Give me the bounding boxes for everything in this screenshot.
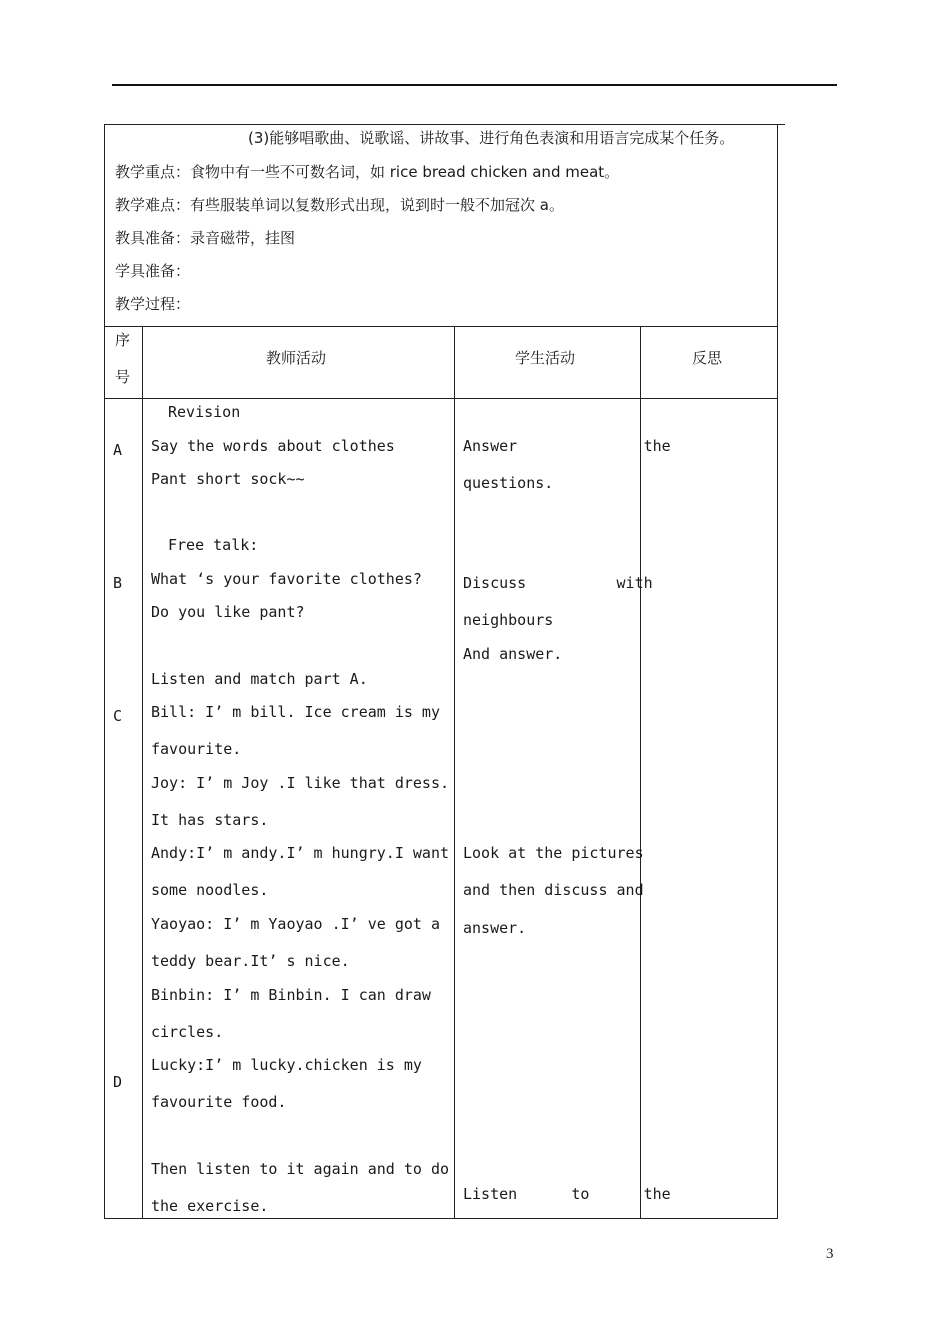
row-label-b: B xyxy=(113,574,123,592)
header-teacher: 教师活动 xyxy=(266,349,327,367)
header-student: 学生活动 xyxy=(515,349,576,367)
teacher-line: Then listen to it again and to do xyxy=(151,1160,450,1178)
teacher-line: Lucky:I’ m lucky.chicken is my xyxy=(151,1056,422,1074)
key-points: 教学重点：食物中有一些不可数名词，如 rice bread chicken and meat。 xyxy=(115,163,620,181)
process-label: 教学过程： xyxy=(115,295,191,313)
header-row-divider xyxy=(104,398,778,399)
info-box xyxy=(104,124,778,327)
teacher-materials: 教具准备：录音磁带，挂图 xyxy=(115,229,296,247)
student-line: neighbours xyxy=(463,611,554,629)
page-number: 3 xyxy=(826,1246,834,1262)
header-rule xyxy=(112,84,837,86)
teacher-line: What ‘s your favorite clothes? xyxy=(151,570,422,588)
header-no-1: 序 xyxy=(115,331,131,349)
header-no-2: 号 xyxy=(115,368,131,386)
row-label-d: D xyxy=(113,1073,123,1091)
teacher-line: some noodles. xyxy=(151,881,269,899)
teacher-line: Andy:I’ m andy.I’ m hungry.I want xyxy=(151,844,450,862)
student-line: questions. xyxy=(463,474,554,492)
student-line: Listen to the xyxy=(463,1185,671,1203)
col-divider-1 xyxy=(142,326,143,1219)
teacher-line: Yaoyao: I’ m Yaoyao .I’ ve got a xyxy=(151,915,440,933)
student-line: answer. xyxy=(463,919,527,937)
teacher-line: Revision xyxy=(168,403,241,421)
corner-mark xyxy=(777,124,785,125)
col-divider-3 xyxy=(640,326,641,1219)
student-line: And answer. xyxy=(463,645,563,663)
teacher-line: Pant short sock~~ xyxy=(151,470,305,488)
objective-3: (3)能够唱歌曲、说歌谣、讲故事、进行角色表演和用语言完成某个任务。 xyxy=(248,129,735,147)
teacher-line: Say the words about clothes xyxy=(151,437,395,455)
col-divider-2 xyxy=(454,326,455,1219)
row-label-c: C xyxy=(113,707,123,725)
teacher-line: teddy bear.It’ s nice. xyxy=(151,952,350,970)
teacher-line: Bill: I’ m bill. Ice cream is my xyxy=(151,703,440,721)
teacher-line: Binbin: I’ m Binbin. I can draw xyxy=(151,986,431,1004)
header-reflection: 反思 xyxy=(692,349,723,367)
teacher-line: the exercise. xyxy=(151,1197,269,1215)
teacher-line: Joy: I’ m Joy .I like that dress. xyxy=(151,774,450,792)
teacher-line: Do you like pant? xyxy=(151,603,305,621)
teacher-line: favourite. xyxy=(151,740,242,758)
difficulties: 教学难点：有些服装单词以复数形式出现，说到时一般不加冠次 a。 xyxy=(115,196,564,214)
student-line: and then discuss and xyxy=(463,881,644,899)
row-label-a: A xyxy=(113,441,123,459)
teacher-line: favourite food. xyxy=(151,1093,287,1111)
student-line: Look at the pictures xyxy=(463,844,644,862)
student-line: Answer the xyxy=(463,437,671,455)
teacher-line: It has stars. xyxy=(151,811,269,829)
student-materials: 学具准备： xyxy=(115,262,191,280)
teacher-line: Free talk: xyxy=(168,536,259,554)
teacher-line: Listen and match part A. xyxy=(151,670,368,688)
student-line: Discuss with xyxy=(463,574,653,592)
teacher-line: circles. xyxy=(151,1023,224,1041)
